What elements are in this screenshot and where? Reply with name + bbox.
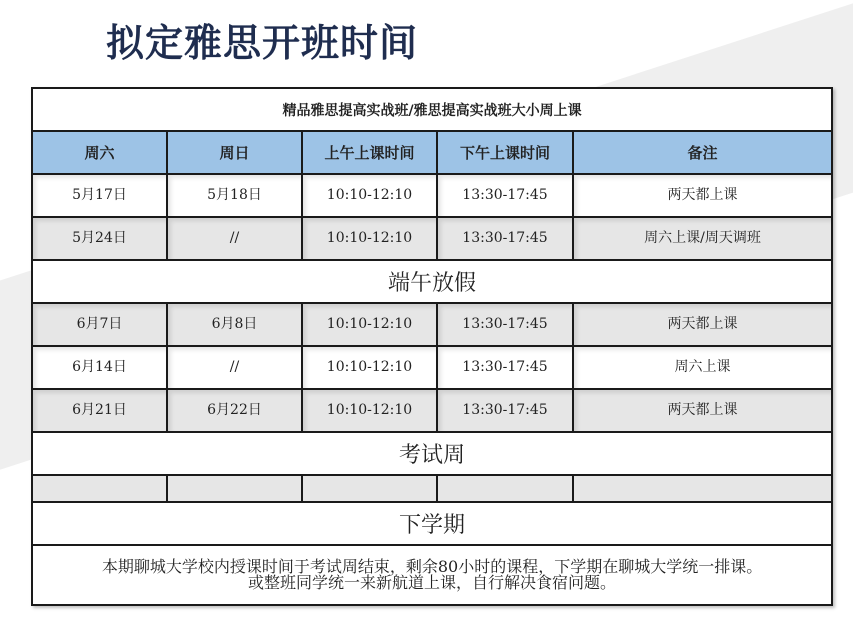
morning-time-cell: 10:10-12:10 — [303, 175, 436, 216]
header-sunday: 周日 — [167, 131, 302, 174]
morning-time-cell: 10:10-12:10 — [303, 304, 436, 345]
sunday-cell: // — [168, 218, 301, 259]
table-caption: 精品雅思提高实战班/雅思提高实战班大小周上课 — [32, 88, 832, 131]
saturday-cell: 6月7日 — [33, 304, 166, 345]
morning-time-cell: 10:10-12:10 — [303, 218, 436, 259]
afternoon-time-cell: 13:30-17:45 — [438, 175, 572, 216]
afternoon-time-cell: 13:30-17:45 — [438, 347, 572, 388]
sunday-cell: 6月8日 — [168, 304, 301, 345]
remarks-cell: 两天都上课 — [574, 390, 831, 431]
saturday-cell: 5月24日 — [33, 218, 166, 259]
table-row — [32, 346, 832, 389]
header-morning-time: 上午上课时间 — [302, 131, 437, 174]
exam-week-row — [32, 432, 832, 475]
dragon-boat-holiday-label: 端午放假 — [32, 260, 832, 303]
sunday-cell: // — [168, 347, 301, 388]
header-saturday: 周六 — [32, 131, 167, 174]
next-semester-row — [32, 502, 832, 545]
header-remarks: 备注 — [573, 131, 832, 174]
afternoon-time-cell: 13:30-17:45 — [438, 218, 572, 259]
afternoon-time-cell: 13:30-17:45 — [438, 390, 572, 431]
note-line-2: 或整班同学统一来新航道上课，自行解决食宿问题。 — [248, 573, 617, 592]
table-header-row — [32, 131, 832, 174]
note-line-1: 本期聊城大学校内授课时间于考试周结束，剩余80小时的课程，下学期在聊城大学统一排课。 — [101, 557, 763, 576]
remarks-cell: 两天都上课 — [574, 304, 831, 345]
saturday-cell: 5月17日 — [33, 175, 166, 216]
next-semester-label: 下学期 — [32, 502, 832, 545]
schedule-table — [31, 87, 833, 606]
page-title: 拟定雅思开班时间 — [106, 21, 419, 65]
table-row — [32, 303, 832, 346]
remarks-cell: 周六上课 — [574, 347, 831, 388]
dragon-boat-holiday-row — [32, 260, 832, 303]
empty-row — [32, 475, 832, 502]
empty-cell — [32, 475, 167, 502]
exam-week-label: 考试周 — [32, 432, 832, 475]
table-row — [32, 174, 832, 217]
table-caption-row — [32, 88, 832, 131]
table-row — [32, 389, 832, 432]
note-row — [32, 545, 832, 605]
morning-time-cell: 10:10-12:10 — [303, 347, 436, 388]
empty-cell — [302, 475, 437, 502]
note-cell — [32, 545, 832, 605]
sunday-cell: 6月22日 — [168, 390, 301, 431]
header-afternoon-time: 下午上课时间 — [437, 131, 573, 174]
saturday-cell: 6月14日 — [33, 347, 166, 388]
afternoon-time-cell: 13:30-17:45 — [438, 304, 572, 345]
table-row — [32, 217, 832, 260]
empty-cell — [167, 475, 302, 502]
empty-cell — [437, 475, 573, 502]
saturday-cell: 6月21日 — [33, 390, 166, 431]
remarks-cell: 周六上课/周天调班 — [574, 218, 831, 259]
empty-cell — [573, 475, 832, 502]
sunday-cell: 5月18日 — [168, 175, 301, 216]
remarks-cell: 两天都上课 — [574, 175, 831, 216]
morning-time-cell: 10:10-12:10 — [303, 390, 436, 431]
